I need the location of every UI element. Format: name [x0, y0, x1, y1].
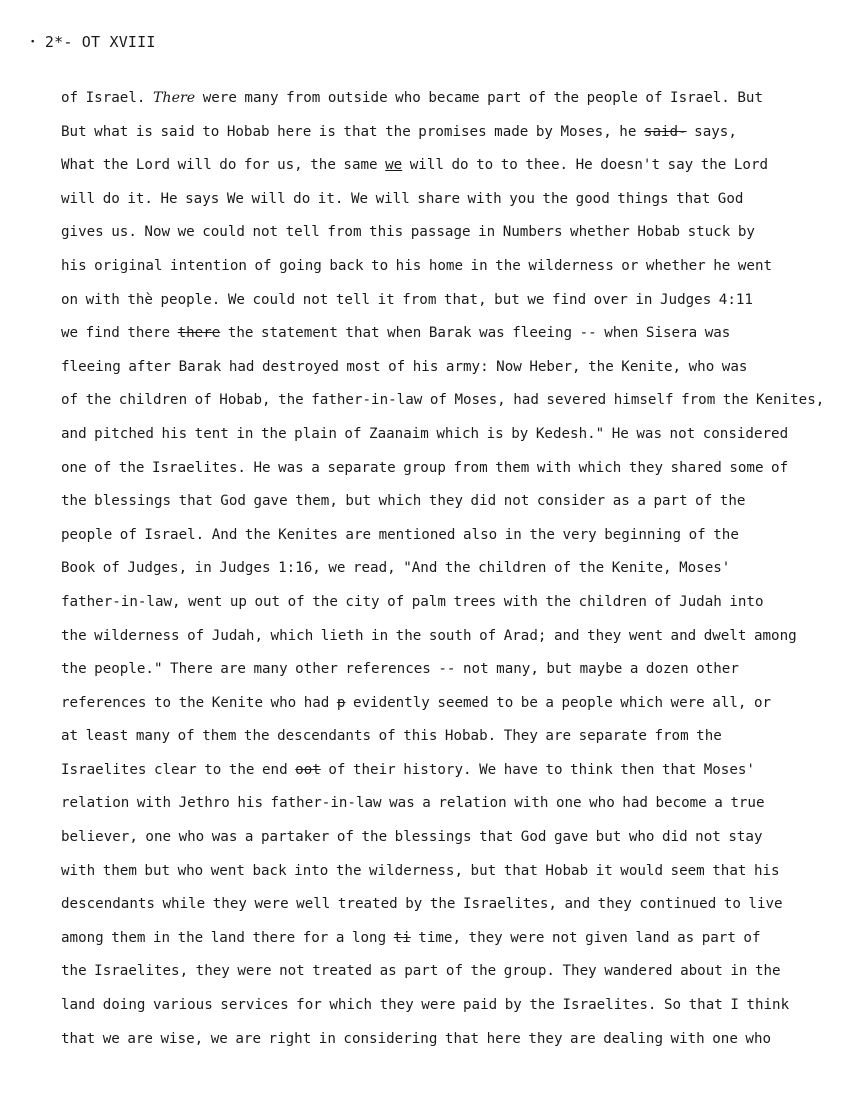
text-line	[61, 82, 841, 116]
page-label: 2*- OT XVIII	[44, 33, 156, 51]
text-line	[61, 418, 841, 452]
text-run: of the children of Hobab, the father-in-law of Moses, had severed himself from the Kenites,	[61, 392, 825, 409]
text-run: and pitched his tent in the plain of Zaanaim which is by Kedesh." He was not considered	[61, 425, 789, 442]
text-line	[61, 720, 841, 754]
text-line	[61, 922, 841, 956]
text-run: believer, one who was a partaker of the blessings that God gave but who did not stay	[61, 829, 763, 846]
struck-text: oot	[295, 761, 321, 778]
struck-text: ti	[393, 929, 411, 946]
text-line	[61, 620, 841, 654]
text-run: of their history. We have to think then that Moses'	[320, 761, 755, 778]
text-run: gives us. Now we could not tell from this passage in Numbers whether Hobab stuck by	[61, 224, 755, 241]
text-run: the wilderness of Judah, which lieth in the south of Arad; and they went and dwelt among	[61, 627, 797, 644]
struck-text: said-	[643, 123, 687, 140]
text-run: will do to to thee. He doesn't say the Lord	[402, 157, 769, 174]
text-run: among them in the land there for a long	[61, 929, 394, 946]
text-line	[61, 384, 841, 418]
text-line	[61, 821, 841, 855]
underlined-text: we	[385, 157, 403, 174]
text-line	[61, 183, 841, 217]
text-line	[61, 485, 841, 519]
text-line	[61, 250, 841, 284]
text-run: of Israel.	[61, 90, 153, 106]
text-run: one of the Israelites. He was a separate group from them with which they shared some of	[61, 459, 789, 476]
page-header	[30, 33, 156, 51]
text-line	[61, 116, 841, 150]
text-line	[61, 552, 841, 586]
text-line	[61, 754, 841, 788]
text-run: relation with Jethro his father-in-law was a relation with one who had become a true	[61, 795, 765, 812]
text-line	[61, 351, 841, 385]
text-run: But what is said to Hobab here is that the promises made by Moses, he	[61, 123, 644, 140]
text-line	[61, 989, 841, 1023]
text-run: we find there	[61, 325, 178, 342]
text-run: Book of Judges, in Judges 1:16, we read, "And the children of the Kenite, Moses'	[61, 560, 731, 577]
text-line	[61, 687, 841, 721]
text-line	[61, 452, 841, 486]
text-line	[61, 855, 841, 889]
text-line	[61, 149, 841, 183]
text-run: the people." There are many other references -- not many, but maybe a dozen other	[61, 661, 739, 678]
text-run: Israelites clear to the end	[61, 761, 296, 778]
text-run: descendants while they were well treated by the Israelites, and they continued to live	[61, 896, 783, 913]
text-run: on with thè people. We could not tell it from that, but we find over in Judges 4:11	[61, 291, 753, 308]
text-run: his original intention of going back to his home in the wilderness or whether he went	[61, 257, 773, 274]
text-run: What the Lord will do for us, the same	[61, 157, 386, 174]
text-run: with them but who went back into the wilderness, but that Hobab it would seem that his	[61, 862, 780, 879]
text-line	[61, 1023, 841, 1057]
text-run: the blessings that God gave them, but which they did not consider as a part of the	[61, 493, 746, 510]
text-run: the Israelites, they were not treated as part of the group. They wandered about in the	[61, 963, 781, 980]
text-run: that we are wise, we are right in considering that here they are dealing with one who	[61, 1030, 772, 1047]
text-line	[61, 586, 841, 620]
text-run: were many from outside who became part of the people of Israel. But	[195, 90, 763, 106]
header-mark: •	[30, 37, 36, 48]
text-line	[61, 888, 841, 922]
text-line	[61, 653, 841, 687]
body-text	[61, 82, 841, 1056]
text-run: at least many of them the descendants of this Hobab. They are separate from the	[61, 728, 722, 745]
text-line	[61, 216, 841, 250]
text-run: says,	[686, 123, 737, 140]
text-run: people of Israel. And the Kenites are mentioned also in the very beginning of the	[61, 526, 739, 543]
text-run: land doing various services for which they were paid by the Israelites. So that I think	[61, 997, 790, 1014]
text-run: father-in-law, went up out of the city of palm trees with the children of Judah into	[61, 593, 764, 610]
text-run: will do it. He says We will do it. We will share with you the good things that God	[61, 190, 744, 207]
struck-text: there	[177, 325, 221, 342]
text-line	[61, 317, 841, 351]
text-line	[61, 787, 841, 821]
text-line	[61, 955, 841, 989]
text-run: time, they were not given land as part of	[410, 929, 761, 946]
emphasized-text: There	[152, 90, 196, 106]
text-line	[61, 284, 841, 318]
struck-text: p	[336, 694, 346, 711]
text-run: references to the Kenite who had	[61, 694, 337, 711]
text-run: fleeing after Barak had destroyed most of his army: Now Heber, the Kenite, who was	[61, 358, 748, 375]
text-run: the statement that when Barak was fleeing -- when Sisera was	[220, 325, 731, 342]
text-run: evidently seemed to be a people which were all, or	[345, 694, 772, 711]
text-line	[61, 519, 841, 553]
